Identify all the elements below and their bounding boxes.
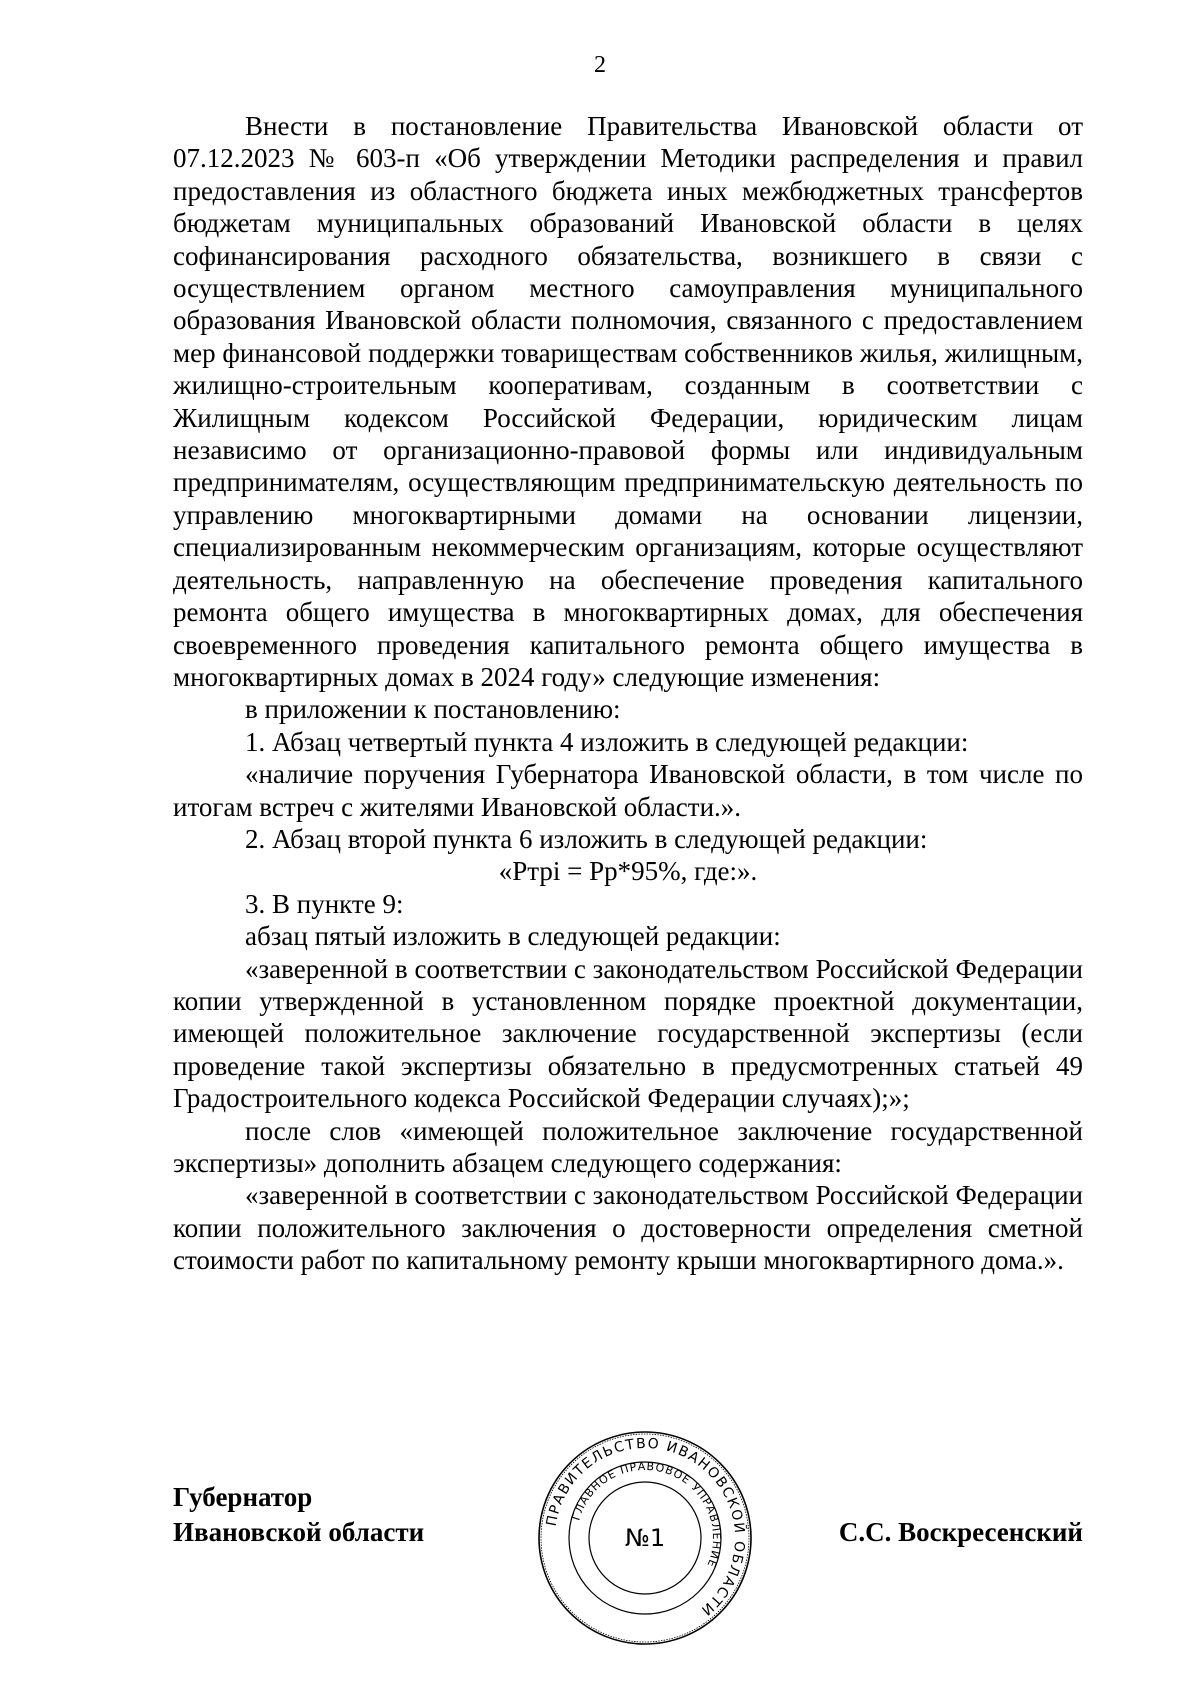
paragraph-item-3-new-text: «заверенной в соответствии с законодательством Российской Федерации копии положительного заключения о достоверности определения сметной стоимости работ по капитальному ремонту крыши многоквартирного дома.». [173,1180,1083,1276]
paragraph-annex: в приложении к постановлению: [245,694,621,725]
svg-text:ПРАВИТЕЛЬСТВО ИВАНОВСКОЙ ОБЛАС: ПРАВИТЕЛЬСТВО ИВАНОВСКОЙ ОБЛАСТИ [543,1435,748,1619]
paragraph-item-3: 3. В пункте 9: [245,888,404,919]
svg-text:№1: №1 [624,1524,666,1552]
signatory-title-line-1: Губернатор [173,1482,313,1512]
paragraph-item-3-intro: абзац пятый изложить в следующей редакции: [245,921,781,952]
signatory-title-line-2: Ивановской области [173,1517,425,1547]
signature-block [173,1435,1083,1680]
official-stamp-icon [535,1428,755,1648]
signatory-title [173,1480,424,1550]
paragraph-item-2: 2. Абзац второй пункта 6 изложить в следующей редакции: [245,823,928,854]
page-number: 2 [594,52,606,78]
paragraph-item-1: 1. Абзац четвертый пункта 4 изложить в следующей редакции: [245,726,969,757]
paragraph-item-1-text: «наличие поручения Губернатора Ивановской области, в том числе по итогам встреч с жителями Ивановской области.». [173,759,1083,822]
svg-text:ГЛАВНОЕ ПРАВОВОЕ УПРАВЛЕНИЕ: ГЛАВНОЕ ПРАВОВОЕ УПРАВЛЕНИЕ [569,1459,724,1570]
paragraph-item-3-addition: после слов «имеющей положительное заключение государственной экспертизы» дополнить абзацем следующего содержания: [173,1115,1083,1178]
document-body [173,110,1083,1277]
signatory-name: С.С. Воскресенский [838,1517,1083,1547]
formula-line: «Ртрi = Рр*95%, где:». [498,856,758,887]
paragraph-item-3-text: «заверенной в соответствии с законодательством Российской Федерации копии утвержденной в установленном порядке проектной документации, имеющей положительное заключение государственной экспертизы (если проведение такой экспертизы обязательно в предусмотренных статьей 49 Градостроительного кодекса Российской Федерации случаях);»; [173,953,1083,1114]
paragraph-preamble: Внести в постановление Правительства Ивановской области от 07.12.2023 № 603-п «Об утверждении Методики распределения и правил предоставления из областного бюджета иных межбюджетных трансфертов бюджетам муниципальных образований Ивановской области в целях софинансирования расходного обязательства, возникшего в связи с осуществлением органом местного самоуправления муниципального образования Ивановской области полномочия, связанного с предоставлением мер финансовой поддержки товариществам собственников жилья, жилищным, жилищно-строительным кооперативам, созданным в соответствии с Жилищным кодексом Российской Федерации, юридическим лицам независимо от организационно-правовой формы или индивидуальным предпринимателям, осуществляющим предпринимательскую деятельность по управлению многоквартирными домами на основании лицензии, специализированным некоммерческим организациям, которые осуществляют деятельность, направленную на обеспечение проведения капитального ремонта общего имущества в многоквартирных домах, для обеспечения своевременного проведения капитального ремонта общего имущества в многоквартирных домах в 2024 году» следующие изменения: [173,111,1083,692]
